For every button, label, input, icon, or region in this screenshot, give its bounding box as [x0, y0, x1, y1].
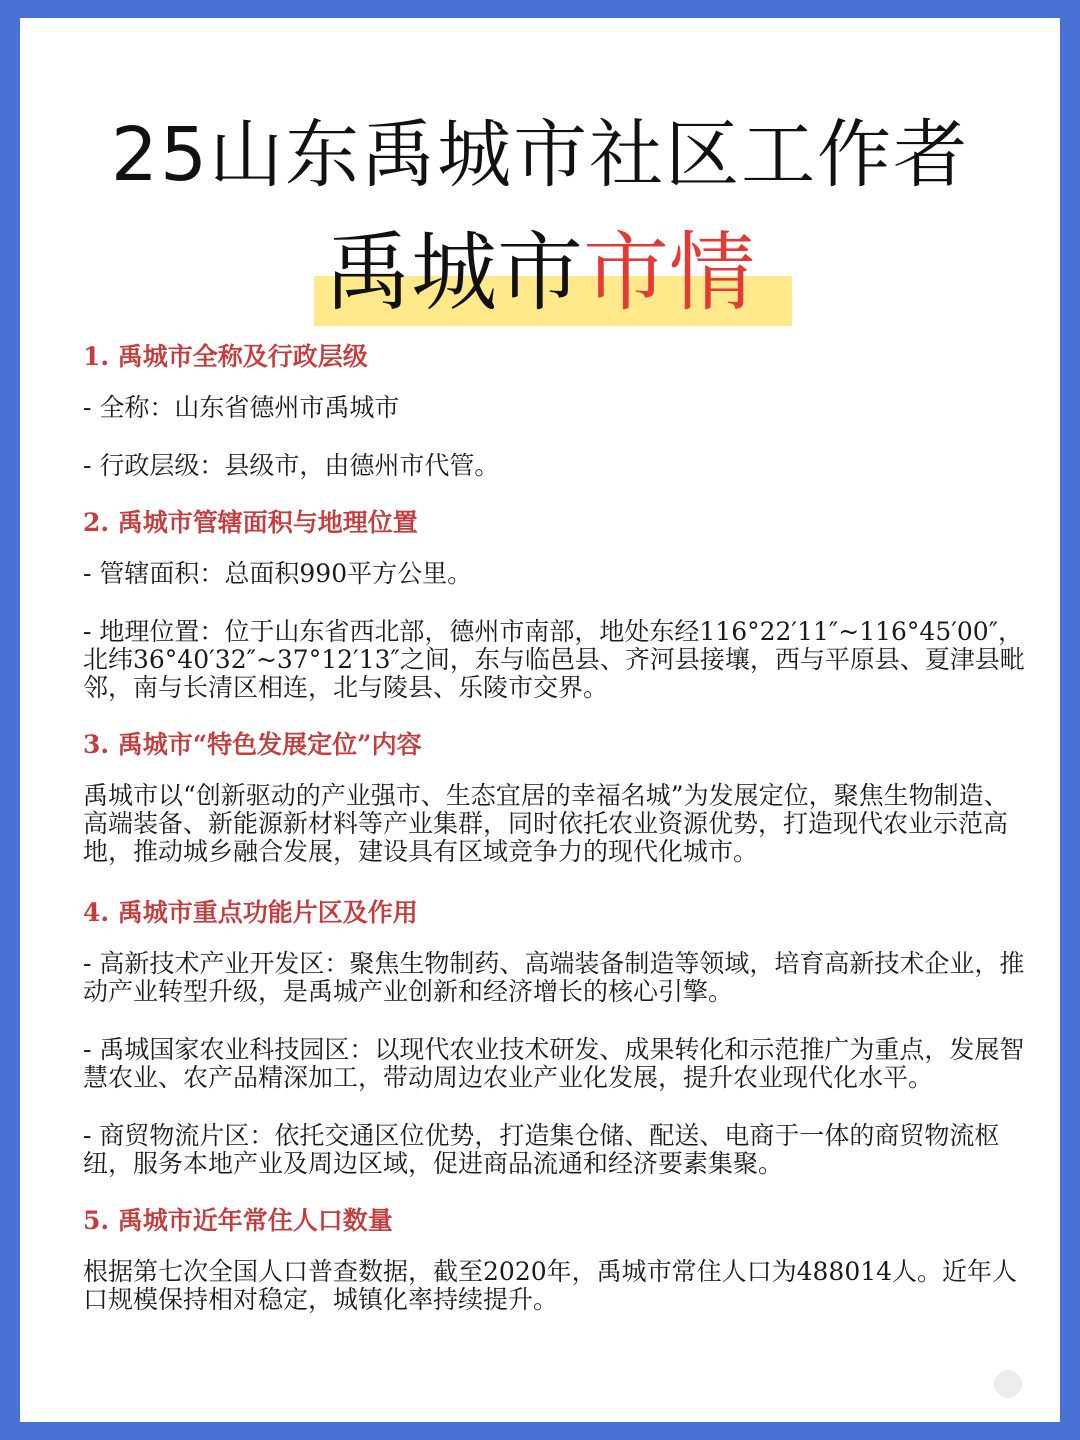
section-heading: 1. 禹城市全称及行政层级 [83, 342, 368, 371]
paragraph: 禹城市以“创新驱动的产业强市、生态宜居的幸福名城”为发展定位，聚焦生物制造、高端装备、新能源新材料等产业集群，同时依托农业资源优势，打造现代农业示范高地，推动城乡融合发展，建设具有区域竞争力的现代化城市。 [83, 781, 1009, 866]
paragraph: - 商贸物流片区：依托交通区位优势，打造集仓储、配送、电商于一体的商贸物流枢纽，服务本地产业及周边区域，促进商品流通和经济要素集聚。 [83, 1121, 1000, 1178]
subtitle-main: 禹城市 [325, 223, 583, 323]
paragraph: - 地理位置：位于山东省西北部，德州市南部，地处东经116°22′11″~116°45′00″，北纬36°40′32″~37°12′13″之间，东与临邑县、齐河县接壤，西与平原县、夏津县毗邻，南与长清区相连，北与陵县、乐陵市交界。 [83, 617, 1025, 702]
poster-card [20, 18, 1060, 1422]
section-heading: 3. 禹城市“特色发展定位”内容 [83, 730, 422, 759]
poster-title: 25山东禹城市社区工作者 [110, 112, 970, 198]
section-heading: 4. 禹城市重点功能片区及作用 [83, 898, 418, 927]
paragraph: - 禹城国家农业科技园区：以现代农业技术研发、成果转化和示范推广为重点，发展智慧农业、农产品精深加工，带动周边农业产业化发展，提升农业现代化水平。 [83, 1035, 1025, 1092]
section-heading: 2. 禹城市管辖面积与地理位置 [83, 508, 418, 537]
section-heading: 5. 禹城市近年常住人口数量 [83, 1206, 393, 1235]
paragraph: - 高新技术产业开发区：聚焦生物制药、高端装备制造等领域，培育高新技术企业，推动产业转型升级，是禹城产业创新和经济增长的核心引擎。 [83, 949, 1025, 1006]
watermark-icon [994, 1370, 1022, 1398]
paragraph: - 行政层级：县级市，由德州市代管。 [83, 451, 500, 480]
poster-subtitle [20, 218, 1060, 328]
subtitle-accent: 市情 [583, 223, 755, 323]
paragraph: 根据第七次全国人口普查数据，截至2020年，禹城市常住人口为488014人。近年人口规模保持相对稳定，城镇化率持续提升。 [83, 1257, 1018, 1314]
paragraph: - 管辖面积：总面积990平方公里。 [83, 559, 473, 588]
paragraph: - 全称：山东省德州市禹城市 [83, 393, 400, 422]
article-body [83, 340, 1028, 1314]
